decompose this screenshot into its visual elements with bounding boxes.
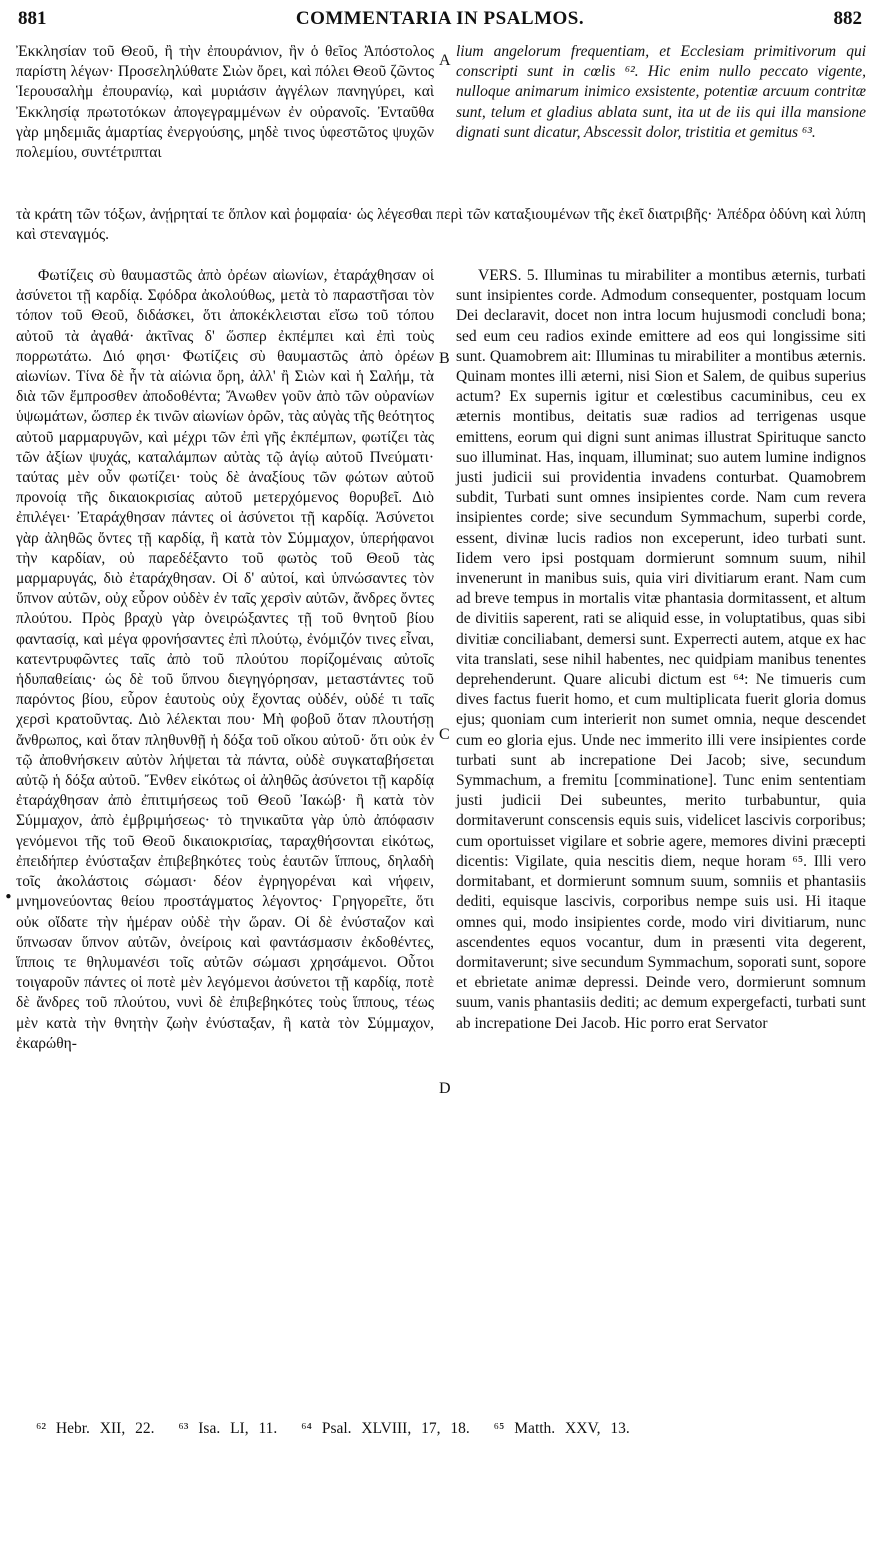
greek-paragraph-top: Ἐκκλησίαν τοῦ Θεοῦ, ἢ τὴν ἐπουράνιον, ἣν ὁ θεῖος Ἀπόστολος παρίστη λέγων· Προσεληλύθατε Σιὼν ὄρει, καὶ πόλει Θεοῦ ζῶντος Ἱερουσαλὴμ ἐπουρανίῳ, καὶ μυριάσιν ἀγγέλων πανηγύρει, καὶ Ἐκκλησίᾳ πρωτοτόκων ἀπογεγραμμένων ἐν οὐρανοῖς. Ἐνταῦθα γὰρ μηδεμιᾶς ἁμαρτίας ἐνεργούσης, μηδὲ τινος ὑφεστῶτος ψυχῶν πολεμίου, συντέτριπται <box>16 43 434 162</box>
latin-paragraph-main: VERS. 5. Illuminas tu mirabiliter a montibus æternis, turbati sunt insipientes corde. Admodum consequenter, postquam locum Dei declaravit, docet non intra locum hujusmodi concludi bona; sed eum ceu radios exinde emittere ad eos qui longissime siti sunt. Quamobrem ait: Illuminas tu mirabiliter a montibus æternis. Quinam montes illi æterni, nisi Sion et Salem, de quibus superius actum? Ex supernis igitur et cœlestibus cacuminibus, ceu ex æternis montibus, deitatis suæ radios ad terrigenas usque emittens, eorum qui digni sunt animas illustrat Spirituque sancto suo illuminat. Has, inquam, illuminat; suo autem lumine indignos justi judicii sui providentia invadens conturbat. Quamobrem subdit, Turbati sunt omnes insipientes corde. Nam cum revera insipientes corde; sive secundum Symmachum, superbi corde, essent, divinæ lucis radios non exceperunt, ideo turbati sunt. Iidem vero ipsi postquam dormierunt somnum suum, nihil invenerunt in manibus suis, quia viri divitiarum erant. Nam cum ad breve tempus in mortalis vitæ phantasia dormitassent, et altum de divitiis saperent, rati se aliquid esse, in voluptatibus, quas sibi divitiæ conciliabant, demersi sunt. Experrecti autem, atque ex hac vita translati, sese nihil habentes, nec quidpiam manibus tenentes deprehenderunt. Quare alicubi dictum est ⁶⁴: Ne timueris cum dives factus fuerit homo, et cum multiplicata fuerit gloria domus ejus; quoniam cum interierit non sumet omnia, neque descendet cum eo gloria ejus. Unde nec immerito illi vere insipientes corde turbati sunt ab increpatione Dei Jacob; sive, secundum Symmachum, a fremitu [comminatione]. Tunc enim sententiam justi judicii Dei subeuntes, merito turbabuntur, quia dormitaverunt conscensis equis suis, videlicet lascivis corporibus; cum oportuisset vigilare et sobrie agere, memores divini præcepti dicentis: Vigilate, quia nescitis diem, neque horam ⁶⁵. Illi vero dormitabant, et dormierunt somnum suum, somniis et phantasiis dediti, equisque lascivis, corporibus nempe suis usi. Hi itaque omnes qui, modo insipientes corde, modo viri divitiarum, nunc ascendentes equos vocantur, dum in præsenti vita degerent, dormitaverunt; sive secundum Symmachum, soporati sunt, sopore et ebrietate animæ depressi. Deinde vero, dormierunt somnum suum, vanis phantasiis dediti; ac demum expergefacti, turbati sunt ab increpatione Dei Jacob. Hic porro erat Servator <box>456 267 866 1032</box>
running-title: COMMENTARIA IN PSALMOS. <box>295 8 585 29</box>
page-number-right: 882 <box>833 8 862 29</box>
footnotes <box>36 1420 856 1438</box>
greek-column-top <box>16 42 434 163</box>
margin-marker-a: A <box>439 52 451 69</box>
greek-column-main <box>16 266 434 1054</box>
page-number-left: 881 <box>18 8 47 29</box>
latin-column-main <box>456 266 866 1034</box>
latin-paragraph-top: lium angelorum frequentiam, et Ecclesiam primitivorum qui conscripti sunt in cœlis ⁶². Hic enim nullo peccato vigente, nulloque animarum inimico exsistente, potentiæ arcuum contritæ sunt, telum et gladius ablata sunt, ita ut de iis qui illa mansione dignati sunt dicatur, Abscessit dolor, tristitia et gemitus ⁶³. <box>456 43 866 141</box>
footnote-64: ⁶⁴ Psal. XLVIII, 17, 18. <box>301 1420 470 1437</box>
greek-bridge-line: τὰ κράτη τῶν τόξων, ἀνῄρηταί τε ὅπλον καὶ ῥομφαία· ὡς λέγεσθαι περὶ τῶν καταξιουμένων τῆς ἐκεῖ διατριβῆς· Ἀπέδρα ὀδύνη καὶ λύπη καὶ στεναγμός. <box>16 206 866 244</box>
page-header <box>18 8 862 36</box>
margin-dot: • <box>4 888 13 906</box>
latin-column-top <box>456 42 866 143</box>
greek-paragraph-main: Φωτίζεις σὺ θαυμαστῶς ἀπὸ ὀρέων αἰωνίων, ἐταράχθησαν οἱ ἀσύνετοι τῇ καρδίᾳ. Σφόδρα ἀκολούθως, μετὰ τὸ παραστῆσαι τὸν τόπον τοῦ Θεοῦ, διδάσκει, ὅτι ἀποκέκλεισται εἴσω τοῦ τόπου αὐτοῦ τὰ ἀγαθά· ἀκτῖνας δ' ὥσπερ ἐκπέμπει καὶ ἐπὶ τοὺς πορρωτάτω. Διό φησι· Φωτίζεις σὺ θαυμαστῶς ἀπὸ ὀρέων αἰωνίων. Τίνα δὲ ἦν τὰ αἰώνια ὄρη, ἀλλ' ἢ Σιὼν καὶ ἡ Σαλήμ, τὰ διὰ τῶν ἔμπροσθεν ἀποδοθέντα; Ἄνωθεν γοῦν ἀπὸ τῶν οὐρανίων ὑψωμάτων, ὥσπερ ἐκ τινῶν αἰωνίων ὀρῶν, τὰς αὐγὰς τῆς θεότητος αὐτοῦ μαρμαρυγῶν, καὶ μέχρι τῶν ἐπὶ γῆς ἐκπέμπων, φωτίζει τὰς τῶν ἀξίων ψυχάς, καταλάμπων αὐτὰς τῷ ἁγίῳ αὐτοῦ Πνεύματι· ταύτας μὲν οὖν φωτίζει· τοὺς δὲ ἀναξίους τῶν φώτων αὐτοῦ προνοίᾳ τῆς δικαιοκρισίας αὐτοῦ μετερχόμενος θορυβεῖ. Διὸ ἐπιλέγει· Ἐταράχθησαν πάντες οἱ ἀσύνετοι τῇ καρδίᾳ. Ἀσύνετοι γὰρ ἀληθῶς ὄντες τῇ καρδίᾳ, ἢ κατὰ τὸν Σύμμαχον, ὑπερήφανοι τὴν καρδίαν, οὐ παρεδέξαντο τοῦ φωτὸς τοῦ Θεοῦ τὰς μαρμαρυγάς, διὸ ἐταράχθησαν. Οἱ δ' αὐτοί, καὶ ὑπνώσαντες τὸν ὕπνον αὐτῶν, οὐχ εὗρον οὐδὲν ἐν ταῖς χερσὶν αὐτῶν, ἄνδρες ὄντες πλούτου. Πρὸς βραχὺ γὰρ ὀνειρώξαντες τῇ τοῦ θνητοῦ βίου φαντασίᾳ, καὶ μέγα φρονήσαντες ἐπὶ πλούτῳ, ἐνόμιζόν τινες εἶναι, κατεντρυφῶντες ταῖς ἀπὸ τοῦ πλούτου πορίζομέναις αὐτοῖς ἡδυπαθείαις· ὡς δὲ τοῦ ὕπνου διεγηγόρησαν, μεταστάντες τοῦ παρόντος βίου, εὗρον ἑαυτοὺς οὐχ ἔχοντας οὐδέν, οὐδέ τι ταῖς χερσὶ κρατοῦντας. Διὸ λέλεκται που· Μὴ φοβοῦ ὅταν πλουτήσῃ ἄνθρωπος, καὶ ὅταν πληθυνθῇ ἡ δόξα τοῦ οἴκου αὐτοῦ· ὅτι οὐκ ἐν τῷ ἀποθνήσκειν αὐτὸν λήψεται τὰ πάντα, οὐδὲ συγκαταβήσεται αὐτῷ ἡ δόξα αὐτοῦ. Ἔνθεν εἰκότως οἱ ἀληθῶς ἀσύνετοι τῇ καρδίᾳ ἐταράχθησαν ἀπὸ ἐπιτιμήσεως τοῦ Θεοῦ Ἰακώβ· ἢ κατὰ τὸν Σύμμαχον, ἀπὸ ἐμβριμήσεως· τὸ τηνικαῦτα γὰρ ὑπὸ ἀπόφασιν γενόμενοι τῆς τοῦ Θεοῦ δικαιοκρισίας, ταραχθήσονται εἰκότως, ἐπειδήπερ ἐνύσταξαν ἐπιβεβηκότες τοὺς ἑαυτῶν ἵππους, δηλαδὴ τοῖς ἀκολάστοις σώμασι· δέον ἐγρηγορέναι καὶ νήφειν, μνημονεύοντας θείου προστάγματος λέγοντος· Γρηγορεῖτε, ὅτι οὐκ οἴδατε τὴν ἡμέραν οὐδὲ τὴν ὥραν. Οἱ δὲ ἐνύσταζον καὶ ὕπνωσαν ὕπνον αὐτῶν, ὀνείροις καὶ φαντάσμασιν ἐκδοθέντες, ἵπποις τε θηλυμανέσι τοῖς αὐτῶν σώμασι χρησάμενοι. Οὗτοι τοιγαροῦν πάντες οἱ ποτὲ μὲν λεγόμενοι ἀσύνετοι τῇ καρδίᾳ, ποτὲ δὲ ἄνδρες τοῦ πλούτου, νυνὶ δὲ ἐπιβεβηκότες τοὺς ἵππους, τέως μὲν κατὰ τὴν θνητὴν ζωὴν ἐνύσταξαν, ἢ κατὰ τὸν Σύμμαχον, ἐκαρώθη- <box>16 267 434 1052</box>
margin-marker-b: B <box>439 350 450 367</box>
footnote-62: ⁶² Hebr. XII, 22. <box>36 1420 155 1437</box>
footnote-65: ⁶⁵ Matth. XXV, 13. <box>493 1420 630 1437</box>
margin-marker-c: C <box>439 726 450 743</box>
footnote-63: ⁶³ Isa. LI, 11. <box>178 1420 278 1437</box>
margin-marker-d: D <box>439 1080 451 1097</box>
